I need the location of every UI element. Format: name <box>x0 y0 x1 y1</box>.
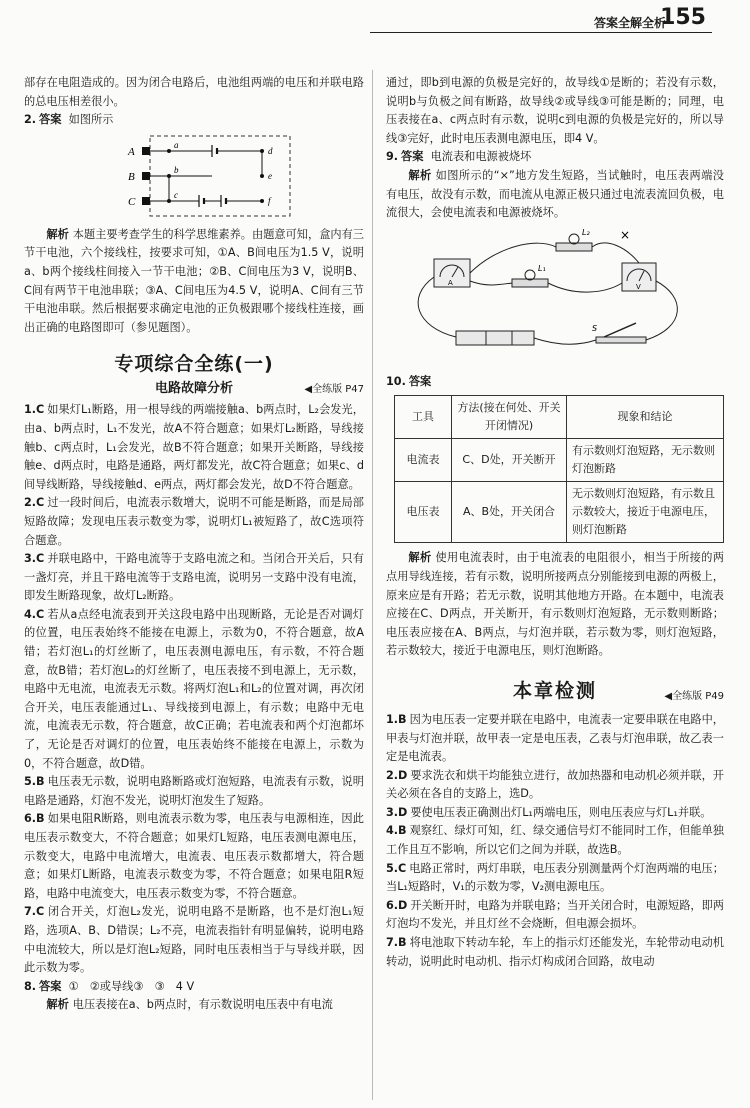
table-header-cell: 方法(接在何处、开关开闭情况) <box>452 396 567 439</box>
q10-analysis <box>386 549 724 661</box>
short-circuit-mark: × <box>620 227 631 242</box>
circuit-diagram <box>386 227 724 369</box>
ch-item-6 <box>386 897 724 934</box>
ch-item-2-number: 2.D <box>386 768 408 782</box>
item-7-text: 闭合开关，灯泡L₂发光，说明电路不是断路，也不是灯泡L₁短路，选项A、B、D错误；L₂不亮，电流表指针有明显偏转，说明电路中电流较大，所以是灯泡L₂短路，同时电压表相当于与导线并联，因此示数为零。 <box>24 905 364 975</box>
ch-item-2 <box>386 767 724 804</box>
continued-paragraph: 部存在电阻造成的。因为闭合电路后，电池组两端的电压和并联电路的总电压相差很小。 <box>24 76 364 108</box>
q10-table <box>394 395 724 543</box>
column-divider <box>372 70 373 1100</box>
ch-item-3-text: 要使电压表正确测出灯L₁两端电压，则电压表应与灯L₁并联。 <box>410 805 712 819</box>
item-5 <box>24 773 364 810</box>
item-4 <box>24 606 364 773</box>
ch-item-1-text: 因为电压表一定要并联在电路中，电流表一定要串联在电路中，甲表与灯泡并联，故甲表一定是电压表，乙表与灯泡串联，故乙表一定是电流表。 <box>386 712 724 764</box>
q9-analysis <box>386 167 724 223</box>
ch-item-4 <box>386 822 724 859</box>
item-6 <box>24 810 364 903</box>
q8-analysis-start: 电压表接在a、b两点时，有示数说明电压表中有电流 <box>72 998 333 1012</box>
ch-item-4-number: 4.B <box>386 824 407 838</box>
section-title: 专项综合全练(一) <box>114 353 274 376</box>
q9-answer-text: 电流表和电源被烧坏 <box>430 150 532 164</box>
q9-number: 9. <box>386 150 399 164</box>
item-3-text: 并联电路中，干路电流等于支路电流之和。当闭合开关后，只有一盏灯亮，并且干路电流等于支路电流，说明另一支路中没有电流，即发生断路现象，故灯L₂断路。 <box>24 552 364 603</box>
item-1-number: 1.C <box>24 403 45 417</box>
left-column <box>24 74 364 1015</box>
ch-item-7 <box>386 934 724 971</box>
ch-item-1 <box>386 711 724 767</box>
item-3 <box>24 550 364 606</box>
ch-item-5-text: 电路正常时，两灯串联，电压表分别测量两个灯泡两端的电压；当L₁短路时，V₁的示数为零，V₂测电源电压。 <box>386 861 724 894</box>
item-1 <box>24 401 364 494</box>
section-subtitle-text: 电路故障分析 <box>154 381 233 397</box>
post-f: f <box>268 195 271 206</box>
item-2 <box>24 494 364 550</box>
item-5-number: 5.B <box>24 775 45 789</box>
table-header-cell: 工具 <box>395 396 452 439</box>
q2-answer-text: 如图所示 <box>68 113 114 127</box>
page-header <box>0 0 750 62</box>
item-1-text: 如果灯L₁断路，用一根导线的两端接触a、b两点时，L₂会发光，由a、b两点时，L₁不发光，故A不符合题意；如果灯L₂断路，导线接触b、c两点时，L₁会发光，故B不符合题意；如果开关断路，导线接触e、d两点时，电路是通路，两灯都发光，故C符合题意；如果c、d间导线断路，导线接触d、e两点，两灯都会发光，故D不符合题意。 <box>24 403 364 491</box>
ammeter-label: A <box>448 278 453 287</box>
terminal-C: C <box>128 195 136 208</box>
item-4-number: 4.C <box>24 607 45 621</box>
ch-item-5 <box>386 860 724 897</box>
ch-item-7-text: 将电池取下转动车轮，车上的指示灯还能发光，车轮带动电动机转动，说明此时电动机、指示灯构成闭合回路，故电动 <box>386 936 724 968</box>
table-cell: A、B处，开关闭合 <box>452 482 567 543</box>
q9-answer <box>386 148 724 167</box>
header-rule <box>370 32 712 33</box>
q8-analysis <box>24 996 364 1015</box>
item-3-number: 3.C <box>24 552 45 566</box>
switch-label: S <box>592 323 598 333</box>
ch-item-4-text: 观察红、绿灯可知，红、绿交通信号灯不能同时工作，但能单独工作且互不影响，所以它们之间为并联，故选B。 <box>386 824 724 857</box>
q8-answer <box>24 978 364 997</box>
battery-box-svg <box>24 132 364 220</box>
q2-answer <box>24 111 364 130</box>
q9-analysis-label: 解析 <box>408 168 432 182</box>
q10-analysis-text: 使用电流表时，由于电流表的电阻很小，相当于所接的两点用导线连接，若有示数，说明所接两点分别能接到电源的两极上，原来应是有开路；若无示数，说明其他地方开路。在本题中，电流表应接在C、D两点，开关断开，有示数则灯泡短路，无示数则断路；电压表应接在A、B两点，与灯泡并联，若示数为零，则灯泡短路，若示数较大，接近于电源电压，则灯泡断路。 <box>386 551 724 658</box>
table-row <box>395 482 724 543</box>
ch-item-5-number: 5.C <box>386 861 407 875</box>
q2-analysis <box>24 226 364 338</box>
q2-answer-label: 答案 <box>39 113 62 127</box>
item-2-number: 2.C <box>24 496 45 510</box>
q2-number: 2. <box>24 113 37 127</box>
post-c: c <box>174 189 178 200</box>
circuit-svg <box>386 227 724 369</box>
q10-analysis-label: 解析 <box>408 551 432 565</box>
post-b: b <box>174 164 179 175</box>
table-cell: C、D处，开关断开 <box>452 439 567 482</box>
item-6-text: 如果电阻R断路，则电流表示数为零，电压表与电源相连，因此电压表示数变大，不符合题意；如果灯L短路，电压表测电源电压，示数变大，电路中电流增大，电流表、电压表示数都增大，符合题意；如果灯L断路，电流表示数变为零，不符合题意；如果电阻R短路，电路中电流变大，电压表示数变为零，不符合题意。 <box>24 812 364 900</box>
ch-item-7-number: 7.B <box>386 936 407 950</box>
ch-item-1-number: 1.B <box>386 712 407 726</box>
item-5-text: 电压表无示数，说明电路断路或灯泡短路，电流表有示数，说明电路是通路，灯泡不发光，说明灯泡发生了短路。 <box>24 775 364 807</box>
terminal-B: B <box>128 170 135 183</box>
table-row <box>395 439 724 482</box>
ch-item-2-text: 要求洗衣和烘干均能独立进行，故加热器和电动机必须并联，开关必须在各自的支路上，选D。 <box>386 768 724 801</box>
battery-box-diagram <box>24 132 364 220</box>
bulb-L1-label: L₁ <box>538 263 546 273</box>
bulb-L2-label: L₂ <box>582 227 590 237</box>
section-page-ref: ◀全练版 P47 <box>304 384 364 396</box>
table-cell: 有示数则灯泡短路，无示数则灯泡断路 <box>567 439 724 482</box>
q9-answer-label: 答案 <box>401 150 424 164</box>
voltmeter-label: V <box>636 282 641 291</box>
table-cell: 无示数则灯泡短路，有示数且示数较大，接近于电源电压，则灯泡断路 <box>567 482 724 543</box>
section-subtitle <box>24 379 364 399</box>
q10-answer-label: 答案 <box>408 374 432 388</box>
q8-analysis-continued: 通过，即b到电源的负极是完好的，故导线①是断的；若没有示数，说明b与负极之间有断路，故导线②或导线③可能是断的；同理，电压表接在a、c两点时有示数，说明c到电源的负极是完好的，所以导线③完好，此时电压表测电源电压，即4 V。 <box>386 76 724 145</box>
item-2-text: 过一段时间后，电流表示数增大，说明不可能是断路，而是局部短路故障；发现电压表示数变为零，说明灯L₁被短路了，故C选项符合题意。 <box>24 496 364 547</box>
terminal-A: A <box>128 145 135 158</box>
q8-analysis-label: 解析 <box>46 998 69 1012</box>
chapter-page-ref: ◀全练版 P49 <box>664 690 724 702</box>
q8-number: 8. <box>24 979 37 993</box>
q10-number: 10. <box>386 374 406 388</box>
chapter-title-text: 本章检测 <box>512 679 597 702</box>
chapter-title <box>386 677 724 705</box>
right-column <box>386 74 724 971</box>
ch-item-6-number: 6.D <box>386 898 408 912</box>
item-7 <box>24 903 364 977</box>
item-4-text: 若从a点经电流表到开关这段电路中出现断路，无论是否对调灯的位置，电压表始终不能接在电源上，示数为0，不符合题意，故A错；若灯泡L₁的灯丝断了，电压表测电源电压，有示数，不符合题意，故B错；若灯泡L₂的灯丝断了，电压表接不到电源上，无示数，电路中无电流，电流表无示数。将两灯泡L₁和L₂的位置对调，再次闭合开关，电压表能通过L₁、导线接到电源上，有示数；电路中无电流，电流表无示数，符合题意，故C正确；若电流表和两个灯泡都坏了，无论是否对调灯的位置，电压表始终不能接在电源上，示数为0，不符合题意，故D错。 <box>24 607 364 770</box>
table-cell: 电流表 <box>395 439 452 482</box>
post-d: d <box>268 145 273 156</box>
ch-item-6-text: 开关断开时，电路为并联电路；当开关闭合时，电源短路，即两灯泡均不发光，并且灯丝不会烧断，但电源会损坏。 <box>386 898 724 931</box>
post-e: e <box>268 170 272 181</box>
q9-analysis-text: 如图所示的“×”地方发生短路，当试触时，电压表两端没有电压，故没有示数，而电流从电源正极只通过电流表流回负极，电流很大，会使电流表和电源被烧坏。 <box>386 168 724 220</box>
q10-answer <box>386 373 724 392</box>
item-6-number: 6.B <box>24 812 45 826</box>
ch-item-3 <box>386 804 724 823</box>
table-cell: 电压表 <box>395 482 452 543</box>
ch-item-3-number: 3.D <box>386 805 408 819</box>
q2-analysis-label: 解析 <box>46 227 69 241</box>
page-number: 155 <box>660 5 706 30</box>
item-7-number: 7.C <box>24 905 45 919</box>
table-header-row <box>395 396 724 439</box>
header-brand: 答案全解全析 <box>593 16 666 30</box>
q8-answer-text: ① ②或导线③ ③ 4 V <box>68 979 195 993</box>
q8-answer-label: 答案 <box>39 979 62 993</box>
post-a: a <box>174 139 179 150</box>
table-header-cell: 现象和结论 <box>567 396 724 439</box>
q2-analysis-text: 本题主要考查学生的科学思维素养。由题意可知，盒内有三节干电池，六个接线柱，按要求可知，①A、B间电压为1.5 V，说明a、b两个接线柱间接入一节干电池；②B、C间电压为3 V，说明B、C间有两节干电池串联；③A、C间电压为4.5 V，说明A、C间有三节干电池串联。然后根据要求确定电池的正负极跟哪个接线柱连接，画出正确的电路图即可（参见题图）。 <box>24 227 364 334</box>
